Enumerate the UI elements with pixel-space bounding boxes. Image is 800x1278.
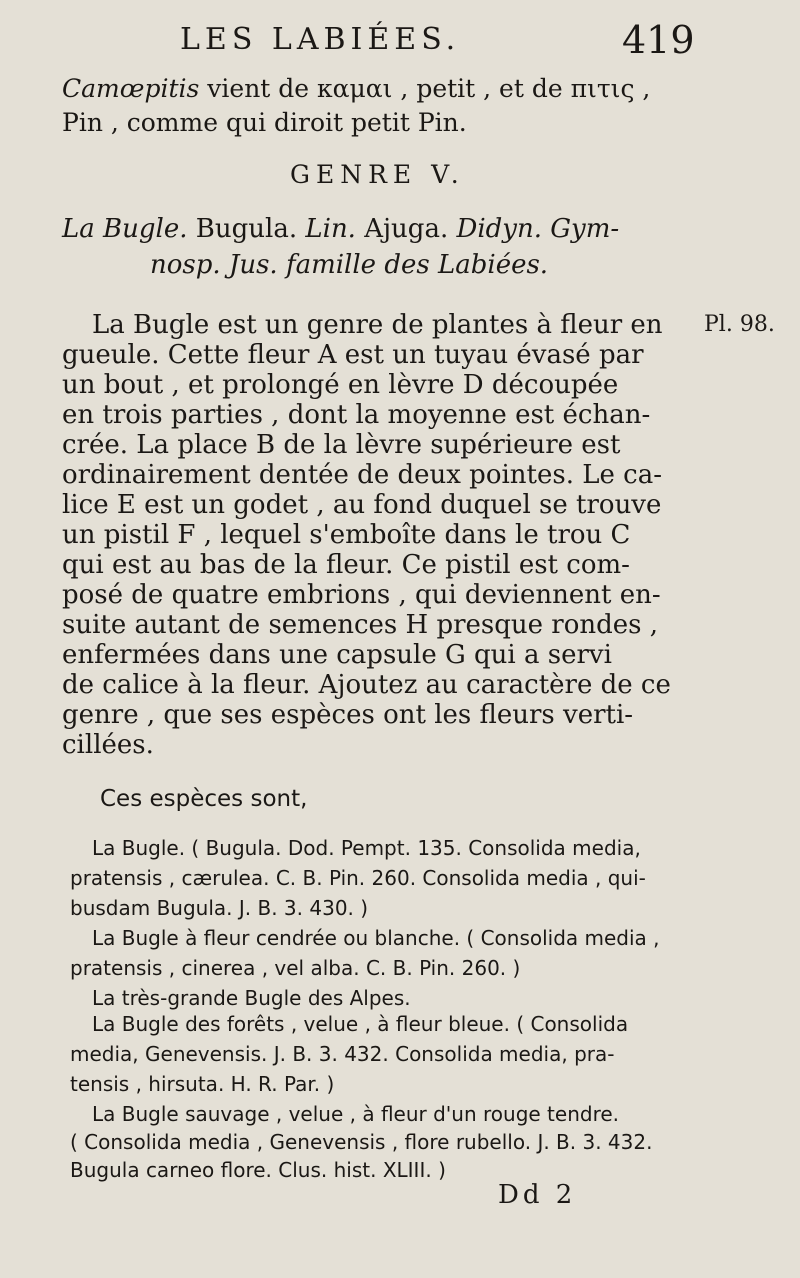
body-line: de calice à la fleur. Ajoutez au caractère de ce [62,670,671,700]
body-line: un bout , et prolongé en lèvre D découpée [62,370,619,400]
genus-class: Didyn. Gym- [456,214,620,244]
species-line: ( Consolida media , Genevensis , flore rubello. J. B. 3. 432. [70,1130,653,1154]
body-line: posé de quatre embrions , qui deviennent en- [62,580,661,610]
signature-mark: Dd 2 [498,1180,577,1210]
species-line: media, Genevensis. J. B. 3. 432. Consolida media, pra- [70,1042,615,1066]
genre-heading: GENRE V. [290,160,465,189]
species-line: La Bugle sauvage , velue , à fleur d'un rouge tendre. [92,1102,620,1126]
intro-line-2: Pin , comme qui diroit petit Pin. [62,108,467,137]
species-heading: Ces espèces sont, [100,786,308,812]
body-line: La Bugle est un genre de plantes à fleur en [92,310,663,340]
body-line: genre , que ses espèces ont les fleurs verti- [62,700,634,730]
body-line: ordinairement dentée de deux pointes. Le ca- [62,460,663,490]
body-line: en trois parties , dont la moyenne est échan- [62,400,651,430]
genus-linnaeus-ref: Lin. [305,214,356,244]
genus-french-name: La Bugle. [62,214,188,244]
intro-line-1 [62,74,650,103]
genus-name-line-2 [150,250,548,280]
species-line: Bugula carneo flore. Clus. hist. XLIII. ) [70,1158,446,1182]
species-line: pratensis , cinerea , vel alba. C. B. Pin. 260. ) [70,956,521,980]
species-line: La Bugle. ( Bugula. Dod. Pempt. 135. Consolida media, [92,836,641,860]
body-line: un pistil F , lequel s'emboîte dans le trou C [62,520,631,550]
running-head: LES LABIÉES. [180,22,461,57]
species-line: busdam Bugula. J. B. 3. 430. ) [70,896,369,920]
genus-synonym: Ajuga. [355,214,457,244]
body-line: cillées. [62,730,154,760]
genus-family: nosp. Jus. famille des Labiées. [150,250,549,280]
body-line: lice E est un godet , au fond duquel se trouve [62,490,662,520]
plate-reference: Pl. 98. [704,312,775,337]
intro-term: Camœpitis [62,74,200,103]
body-line: qui est au bas de la fleur. Ce pistil est com- [62,550,630,580]
body-line: enfermées dans une capsule G qui a servi [62,640,612,670]
body-line: crée. La place B de la lèvre supérieure est [62,430,621,460]
page-number: 419 [622,18,695,62]
species-line: La Bugle à fleur cendrée ou blanche. ( Consolida media , [92,926,660,950]
species-line: pratensis , cærulea. C. B. Pin. 260. Consolida media , qui- [70,866,646,890]
species-line: La Bugle des forêts , velue , à fleur bleue. ( Consolida [92,1012,629,1036]
intro-line-1-text: vient de καμαι , petit , et de πιτις , [199,74,651,103]
body-line: suite autant de semences H presque rondes , [62,610,659,640]
body-line: gueule. Cette fleur A est un tuyau évasé par [62,340,644,370]
genus-name-line-1 [62,214,619,244]
genus-latin-name: Bugula. [187,214,306,244]
species-line: tensis , hirsuta. H. R. Par. ) [70,1072,335,1096]
species-line: La très-grande Bugle des Alpes. [92,986,411,1010]
